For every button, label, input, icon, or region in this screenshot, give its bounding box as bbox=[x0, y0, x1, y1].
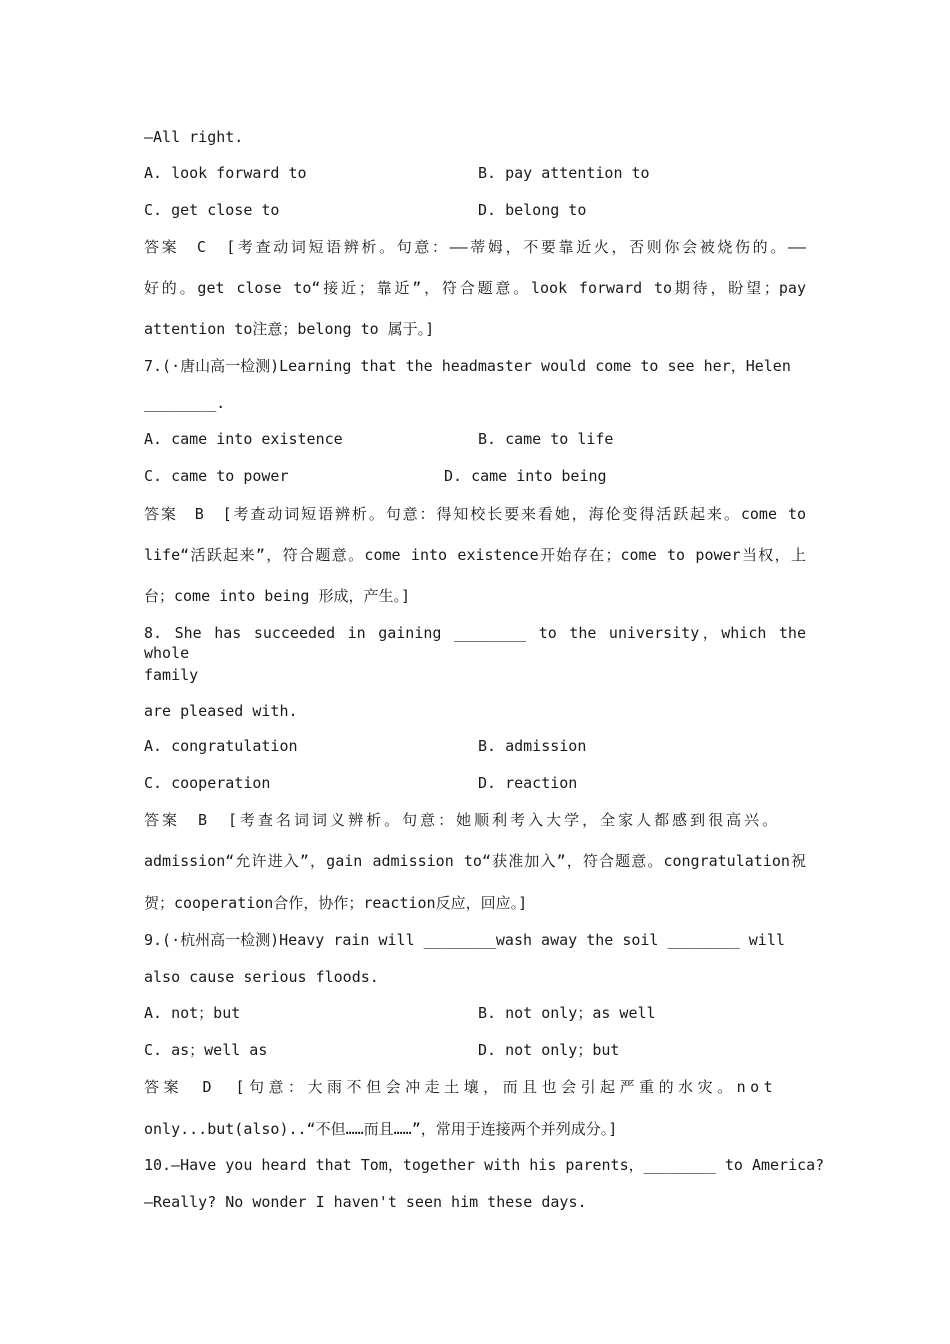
option-b: B. came to life bbox=[478, 430, 614, 448]
option-a: A. not；but bbox=[144, 1004, 241, 1022]
dialogue-reply: —All right. bbox=[144, 128, 244, 146]
question-stem: family bbox=[144, 666, 199, 684]
answer-line: 台；come into being 形成，产生。] bbox=[144, 587, 411, 605]
option-d: D. reaction bbox=[478, 774, 578, 792]
option-c: C. get close to bbox=[144, 201, 280, 219]
option-a: A. congratulation bbox=[144, 737, 298, 755]
answer-line: 贺；cooperation合作，协作；reaction反应，回应。] bbox=[144, 894, 528, 912]
option-d: D. came into being bbox=[444, 467, 607, 485]
option-b: B. admission bbox=[478, 737, 587, 755]
answer-line: 答案 C [考查动词短语辨析。句意：——蒂姆，不要靠近火，否则你会被烧伤的。—— bbox=[144, 238, 806, 256]
question-stem: —Really? No wonder I haven't seen him these days. bbox=[144, 1193, 587, 1211]
question-stem: also cause serious floods. bbox=[144, 968, 379, 986]
option-c: C. as；well as bbox=[144, 1041, 268, 1059]
option-a: A. came into existence bbox=[144, 430, 343, 448]
question-stem: 8. She has succeeded in gaining ________ to the university，which the whole bbox=[144, 624, 806, 662]
answer-line: 好的。get close to“接近；靠近”，符合题意。look forward to期待，盼望；pay bbox=[144, 279, 806, 297]
option-d: D. not only；but bbox=[478, 1041, 620, 1059]
answer-line: only...but(also)..“不但……而且……”，常用于连接两个并列成分。] bbox=[144, 1120, 618, 1138]
answer-line: life“活跃起来”，符合题意。come into existence开始存在；come to power当权，上 bbox=[144, 546, 806, 564]
option-a: A. look forward to bbox=[144, 164, 307, 182]
option-c: C. cooperation bbox=[144, 774, 271, 792]
option-b: B. not only；as well bbox=[478, 1004, 656, 1022]
answer-line: admission“允许进入”，gain admission to“获准加入”，符合题意。congratulation祝 bbox=[144, 852, 806, 870]
option-d: D. belong to bbox=[478, 201, 587, 219]
option-b: B. pay attention to bbox=[478, 164, 650, 182]
option-c: C. came to power bbox=[144, 467, 289, 485]
question-stem: 10.—Have you heard that Tom，together with his parents，________ to America? bbox=[144, 1156, 825, 1174]
question-stem: 9.(·杭州高一检测)Heavy rain will ________wash away the soil ________ will bbox=[144, 931, 785, 949]
answer-line: 答案 B [考查动词短语辨析。句意：得知校长要来看她，海伦变得活跃起来。come to bbox=[144, 505, 806, 523]
question-stem: are pleased with. bbox=[144, 702, 298, 720]
answer-line: 答案 D [句意：大雨不但会冲走土壤，而且也会引起严重的水灾。not bbox=[144, 1078, 778, 1096]
answer-line: attention to注意；belong to 属于。] bbox=[144, 320, 435, 338]
question-stem: 7.(·唐山高一检测)Learning that the headmaster would come to see her，Helen bbox=[144, 357, 791, 375]
question-blank: ________. bbox=[144, 394, 226, 412]
answer-line: 答案 B [考查名词词义辨析。句意：她顺利考入大学，全家人都感到很高兴。 bbox=[144, 811, 781, 829]
